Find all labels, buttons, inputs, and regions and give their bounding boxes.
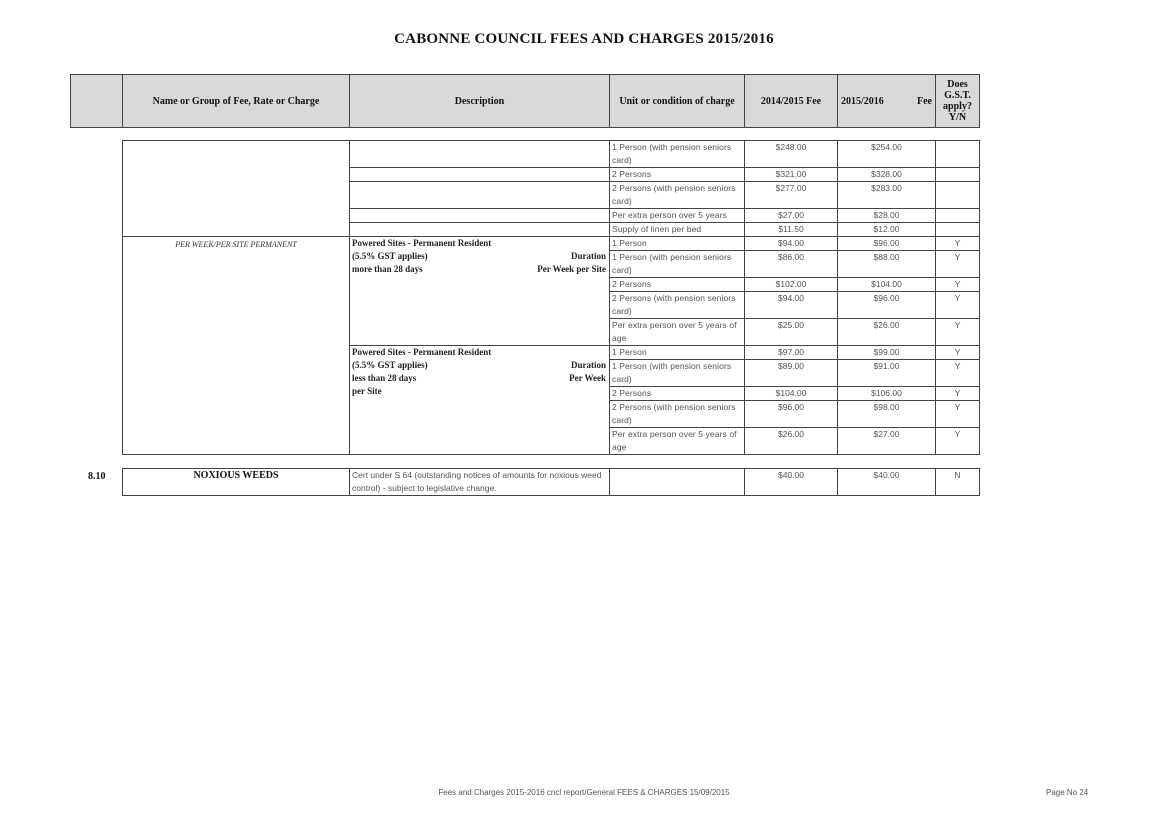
header-unit: Unit or condition of charge [610,75,745,128]
fee-2015-cell: $96.00 [838,237,936,251]
fees-table [122,140,980,455]
fee-2015-cell: $91.00 [838,360,936,387]
fee-2014-cell: $94.00 [745,237,838,251]
noxious-unit [610,469,745,496]
desc-cell-empty [350,141,610,168]
unit-cell: 2 Persons (with pension seniors card) [610,182,745,209]
gst-cell: Y [936,251,980,278]
fee-2015-cell: $26.00 [838,319,936,346]
group1-description [350,237,610,346]
group1-desc-b: Duration [570,251,606,261]
unit-cell: 2 Persons [610,278,745,292]
group2-desc-e: per Site [352,386,382,396]
fee-2014-cell: $26.00 [745,428,838,455]
gst-cell: Y [936,428,980,455]
fee-2015-cell: $98.00 [838,401,936,428]
unit-cell: Per extra person over 5 years [610,209,745,223]
group2-desc-d: Per Week [569,373,606,383]
unit-cell: 2 Persons [610,168,745,182]
gst-cell: Y [936,292,980,319]
page-number: Page No 24 [1046,788,1089,797]
fee-2014-cell: $97.00 [745,346,838,360]
fee-2014-cell: $11.50 [745,223,838,237]
footer-text: Fees and Charges 2015-2016 cncl report/General FEES & CHARGES 15/09/2015 [438,788,730,797]
unit-cell: 1 Person (with pension seniors card) [610,360,745,387]
fee-2014-cell: $27.00 [745,209,838,223]
unit-cell: 1 Person (with pension seniors card) [610,251,745,278]
group2-desc-line1: Powered Sites - Permanent Resident [352,347,492,357]
group1-desc-a: (5.5% GST applies) [352,251,428,261]
gst-cell [936,209,980,223]
fee-2014-cell: $104.00 [745,387,838,401]
fee-2014-cell: $94.00 [745,292,838,319]
header-gst: Does G.S.T. apply? Y/N [936,75,980,128]
unit-cell: 2 Persons (with pension seniors card) [610,292,745,319]
page-title: CABONNE COUNCIL FEES AND CHARGES 2015/2016 [394,31,774,47]
gst-cell [936,168,980,182]
header-fee-2014: 2014/2015 Fee [745,75,838,128]
fee-2015-cell: $27.00 [838,428,936,455]
group2-description [350,346,610,455]
table-row [123,141,980,168]
noxious-description: Cert under S 64 (outstanding notices of amounts for noxious weed control) - subject to legislative change. [350,469,610,496]
noxious-table [122,468,980,496]
gst-cell: Y [936,360,980,387]
header-blank [71,75,123,128]
gst-cell: Y [936,237,980,251]
group1-desc-c: more than 28 days [352,264,423,274]
fee-2014-cell: $248.00 [745,141,838,168]
unit-cell: Per extra person over 5 years of age [610,319,745,346]
header-name: Name or Group of Fee, Rate or Charge [123,75,350,128]
group2-desc-b: Duration [570,360,606,370]
fee-2014-cell: $102.00 [745,278,838,292]
gst-cell: Y [936,278,980,292]
group1-desc-d: Per Week per Site [537,264,606,274]
fee-2014-cell: $40.00 [745,469,838,496]
fee-2015-cell: $12.00 [838,223,936,237]
unit-cell: 2 Persons (with pension seniors card) [610,401,745,428]
header-fee-2015-year: 2015/2016 [841,96,884,107]
desc-cell-empty [350,182,610,209]
fee-2015-cell: $104.00 [838,278,936,292]
fee-2015-cell: $283.00 [838,182,936,209]
fee-2015-cell: $28.00 [838,209,936,223]
gst-cell: Y [936,387,980,401]
gst-cell: Y [936,319,980,346]
fee-2015-cell: $254.00 [838,141,936,168]
desc-cell-empty [350,223,610,237]
fee-2015-cell: $40.00 [838,469,936,496]
gst-cell [936,223,980,237]
unit-cell: 1 Person (with pension seniors card) [610,141,745,168]
gst-cell: N [936,469,980,496]
fee-2014-cell: $96.00 [745,401,838,428]
group2-desc-c: less than 28 days [352,373,417,383]
item-number: 8.10 [88,471,106,482]
fee-2015-cell: $96.00 [838,292,936,319]
table-row [123,237,980,251]
unit-cell: 2 Persons [610,387,745,401]
header-table [70,74,980,128]
group2-desc-a: (5.5% GST applies) [352,360,428,370]
table-row [123,469,980,496]
unit-cell: 1 Person [610,237,745,251]
group-name-cell: PER WEEK/PER SITE PERMANENT [123,237,350,455]
group1-desc-line1: Powered Sites - Permanent Resident [352,238,492,248]
header-fee-2015 [838,75,936,128]
fee-2014-cell: $277.00 [745,182,838,209]
fee-2014-cell: $25.00 [745,319,838,346]
noxious-name: NOXIOUS WEEDS [123,469,350,496]
header-fee-2015-word: Fee [917,96,932,107]
unit-cell: Supply of linen per bed [610,223,745,237]
fee-2014-cell: $321.00 [745,168,838,182]
desc-cell-empty [350,168,610,182]
fee-2014-cell: $89.00 [745,360,838,387]
fee-2015-cell: $328.00 [838,168,936,182]
fee-2014-cell: $86.00 [745,251,838,278]
gst-cell: Y [936,346,980,360]
gst-cell: Y [936,401,980,428]
header-description: Description [350,75,610,128]
unit-cell: 1 Person [610,346,745,360]
gst-cell [936,141,980,168]
name-cell-empty [123,141,350,237]
fee-2015-cell: $88.00 [838,251,936,278]
gst-cell [936,182,980,209]
unit-cell: Per extra person over 5 years of age [610,428,745,455]
desc-cell-empty [350,209,610,223]
fee-2015-cell: $106.00 [838,387,936,401]
fee-2015-cell: $99.00 [838,346,936,360]
